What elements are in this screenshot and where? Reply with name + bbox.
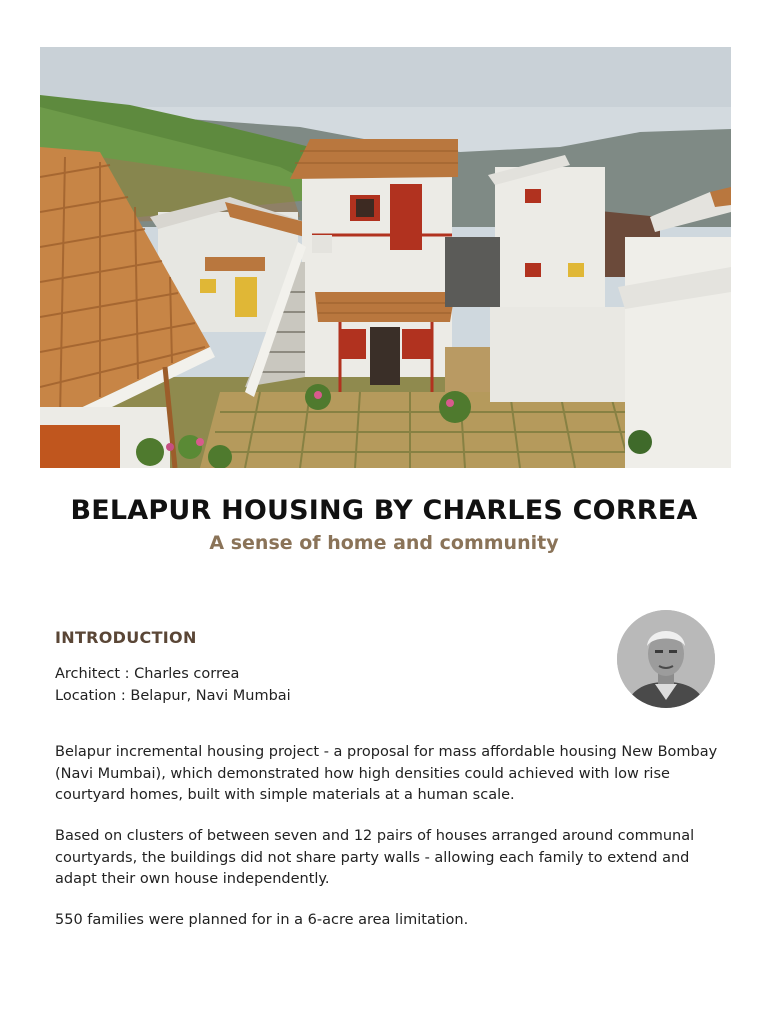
architect-line: Architect : Charles correa <box>55 666 240 682</box>
section-heading-introduction: INTRODUCTION <box>55 628 197 647</box>
paragraph-intro: Belapur incremental housing project - a proposal for mass affordable housing New Bombay (Navi Mumbai), which demonstrated how high densities could achieved with low rise courtyard homes, built with simple materials at a human scale. <box>55 744 718 803</box>
paragraph-clusters: Based on clusters of between seven and 12 pairs of houses arranged around communal courtyards, the buildings did not share party walls - allowing each family to extend and adapt their own house independently. <box>55 828 695 887</box>
page-subtitle: A sense of home and community <box>209 532 559 554</box>
location-line: Location : Belapur, Navi Mumbai <box>55 688 291 704</box>
portrait-illustration <box>617 610 715 708</box>
hero-photo <box>40 47 731 468</box>
paragraph-families: 550 families were planned for in a 6-acre area limitation. <box>55 912 469 928</box>
page-title: BELAPUR HOUSING BY CHARLES CORREA <box>70 495 698 526</box>
belapur-housing-illustration <box>40 47 731 468</box>
architect-portrait <box>617 610 715 708</box>
